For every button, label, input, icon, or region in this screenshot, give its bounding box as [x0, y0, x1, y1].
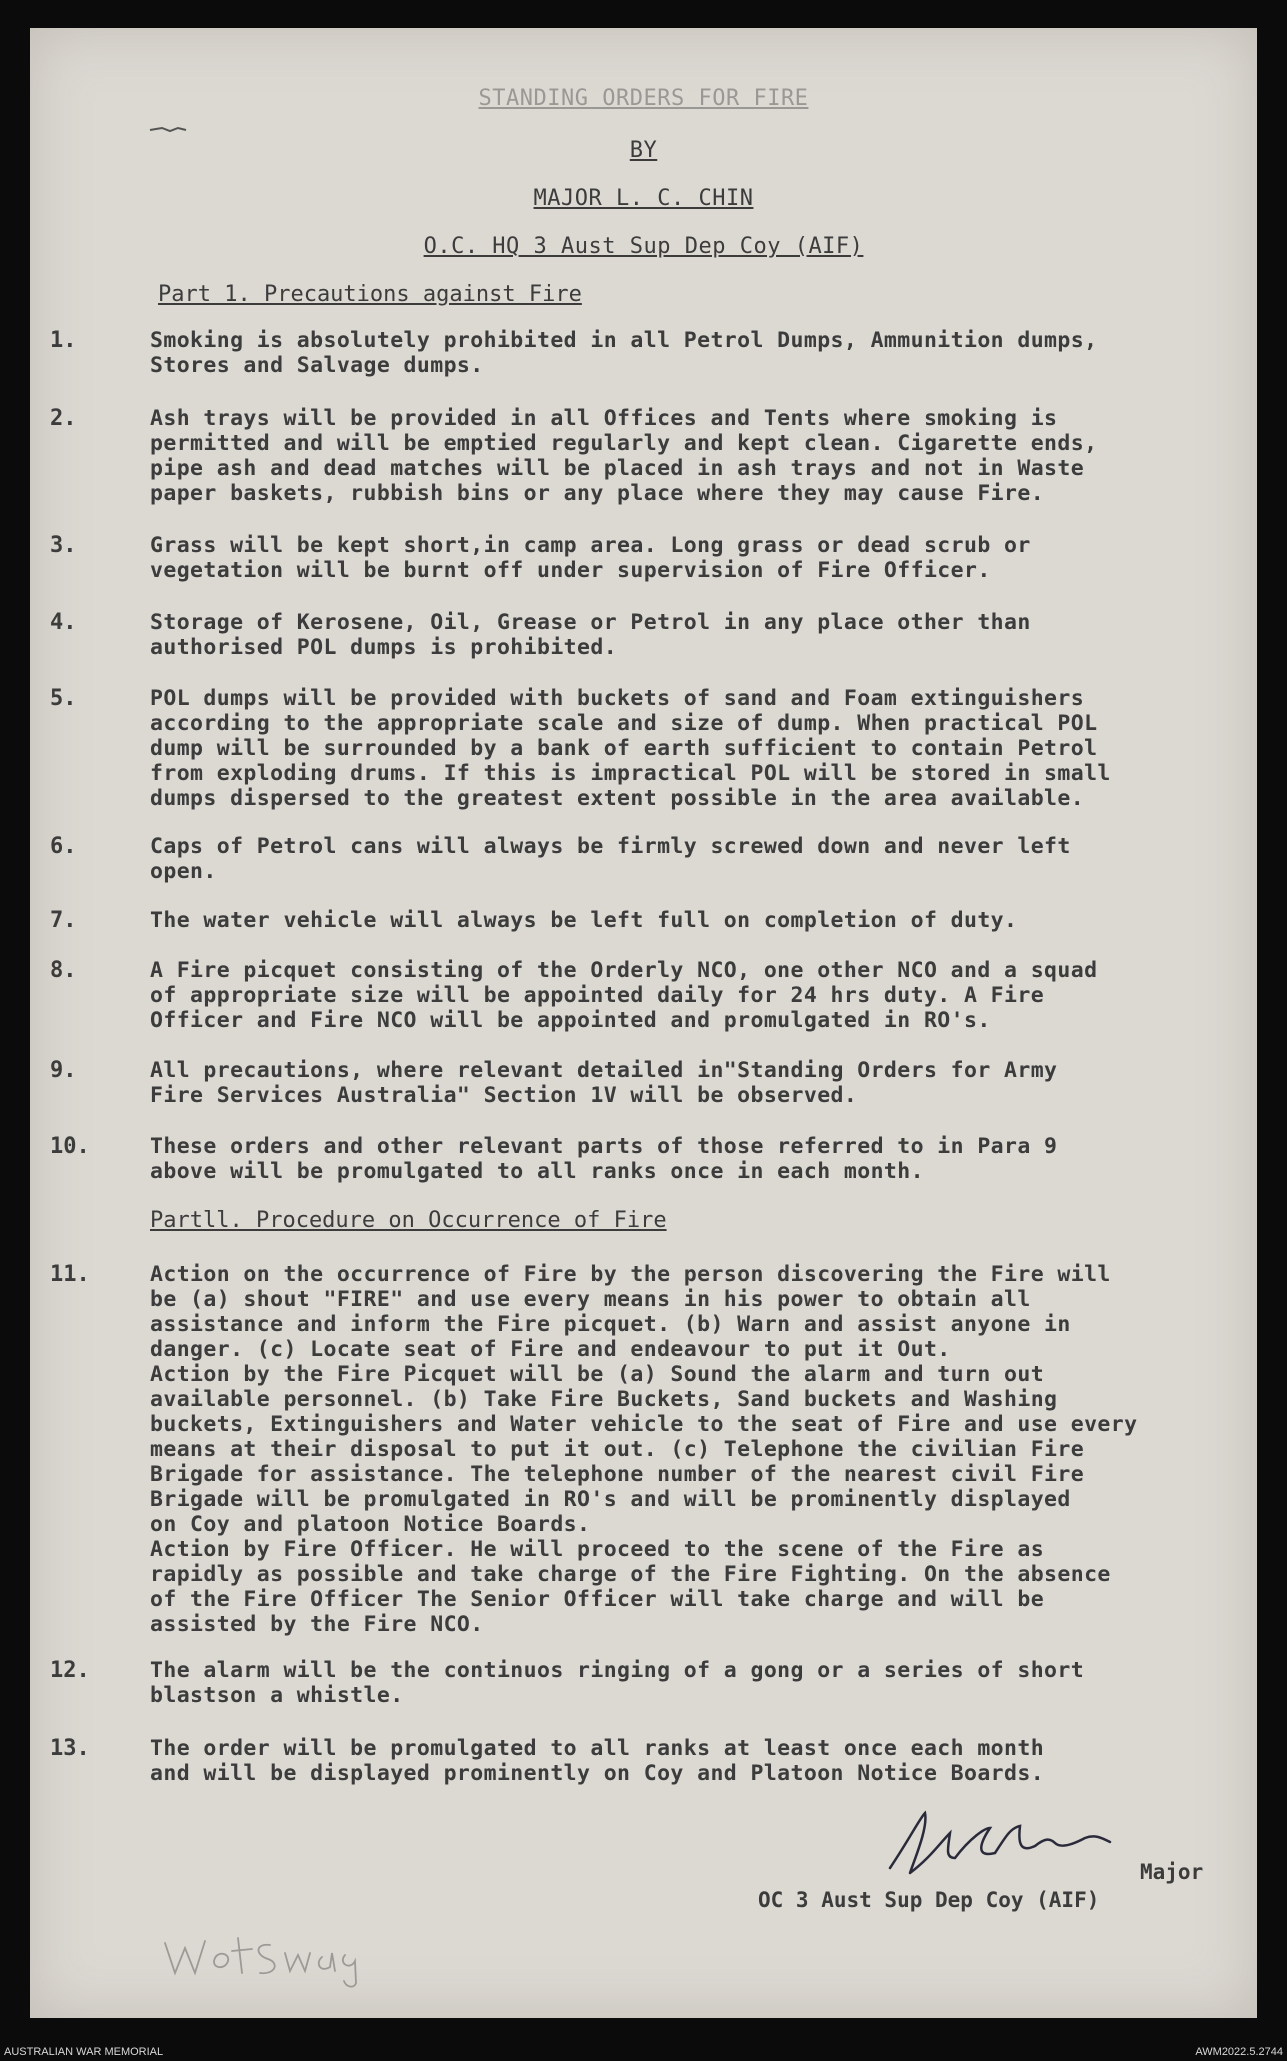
order-text: POL dumps will be provided with buckets of sand and Foam extinguishers according to the appropriate scale and size of dump. When practical POL dump will be surrounded by a bank of earth sufficient to contain Petrol from exploding drums. If this is impractical POL will be stored in small dumps dispersed to the greatest extent possible in the area available. — [150, 686, 1111, 811]
order-number: 8. — [50, 958, 77, 983]
pencil-note — [160, 1923, 400, 1993]
order-number: 2. — [50, 406, 77, 431]
signatory-rank: Major — [1140, 1860, 1204, 1884]
order-number: 12. — [50, 1658, 90, 1683]
order-text: All precautions, where relevant detailed in"Standing Orders for Army Fire Services Australia" Section 1V will be observed. — [150, 1058, 1058, 1108]
order-number: 7. — [50, 908, 77, 933]
document-title: STANDING ORDERS FOR FIRE — [478, 86, 809, 111]
part1-title: Part 1. Precautions against Fire — [158, 282, 582, 307]
order-number: 4. — [50, 610, 77, 635]
order-number: 13. — [50, 1736, 90, 1761]
footer-archive-id: AWM2022.5.2744 — [1195, 2046, 1283, 2058]
pen-mark-icon — [148, 122, 188, 136]
unit-line: O.C. HQ 3 Aust Sup Dep Coy (AIF) — [423, 234, 864, 259]
order-number: 9. — [50, 1058, 77, 1083]
order-text: The order will be promulgated to all ranks at least once each month and will be displayed prominently on Coy and Platoon Notice Boards. — [150, 1736, 1045, 1786]
order-number: 6. — [50, 834, 77, 859]
order-text: These orders and other relevant parts of those referred to in Para 9 above will be promulgated to all ranks once in each month. — [150, 1134, 1058, 1184]
author-line: MAJOR L. C. CHIN — [533, 186, 754, 211]
order-number: 10. — [50, 1134, 90, 1159]
order-text: Action on the occurrence of Fire by the person discovering the Fire will be (a) shout "FIRE" and use every means in his power to obtain all assistance and inform the Fire picquet. (b) Warn and assist anyone in danger. (c) Locate seat of Fire and endeavour to put it Out. Action by the Fire Picquet will be (a) Sound the alarm and turn out available personnel. (b) Take Fire Buckets, Sand buckets and Washing buckets, Extinguishers and Water vehicle to the seat of Fire and use every means at their disposal to put it out. (c) Telephone the civilian Fire Brigade for assistance. The telephone number of the nearest civil Fire Brigade will be promulgated in RO's and will be prominently displayed on Coy and platoon Notice Boards. Action by Fire Officer. He will proceed to the scene of the Fire as rapidly as possible and take charge of the Fire Fighting. On the absence of the Fire Officer The Senior Officer will take charge and will be assisted by the Fire NCO. — [150, 1262, 1138, 1637]
order-text: Caps of Petrol cans will always be firmly screwed down and never left open. — [150, 834, 1071, 884]
order-number: 3. — [50, 533, 77, 558]
part2-title: Partll. Procedure on Occurrence of Fire — [150, 1208, 667, 1233]
order-text: Ash trays will be provided in all Offices and Tents where smoking is permitted and will be emptied regularly and kept clean. Cigarette ends, pipe ash and dead matches will be placed in ash trays and not in Waste paper baskets, rubbish bins or any place where they may cause Fire. — [150, 406, 1098, 506]
signatory-unit: OC 3 Aust Sup Dep Coy (AIF) — [758, 1888, 1100, 1912]
by-line: BY — [629, 138, 658, 163]
order-text: The water vehicle will always be left full on completion of duty. — [150, 908, 1018, 933]
order-number: 5. — [50, 686, 77, 711]
footer-archive-name: AUSTRALIAN WAR MEMORIAL — [4, 2046, 164, 2058]
order-text: Grass will be kept short,in camp area. Long grass or dead scrub or vegetation will be burnt off under supervision of Fire Officer. — [150, 533, 1031, 583]
signature — [870, 1798, 1130, 1888]
order-text: Smoking is absolutely prohibited in all Petrol Dumps, Ammunition dumps, Stores and Salvage dumps. — [150, 328, 1098, 378]
document-page — [30, 28, 1257, 2018]
order-text: Storage of Kerosene, Oil, Grease or Petrol in any place other than authorised POL dumps is prohibited. — [150, 610, 1031, 660]
order-text: The alarm will be the continuos ringing of a gong or a series of short blastson a whistle. — [150, 1658, 1085, 1708]
order-number: 11. — [50, 1262, 90, 1287]
order-number: 1. — [50, 328, 77, 353]
order-text: A Fire picquet consisting of the Orderly NCO, one other NCO and a squad of appropriate size will be appointed daily for 24 hrs duty. A Fire Officer and Fire NCO will be appointed and promulgated in RO's. — [150, 958, 1098, 1033]
